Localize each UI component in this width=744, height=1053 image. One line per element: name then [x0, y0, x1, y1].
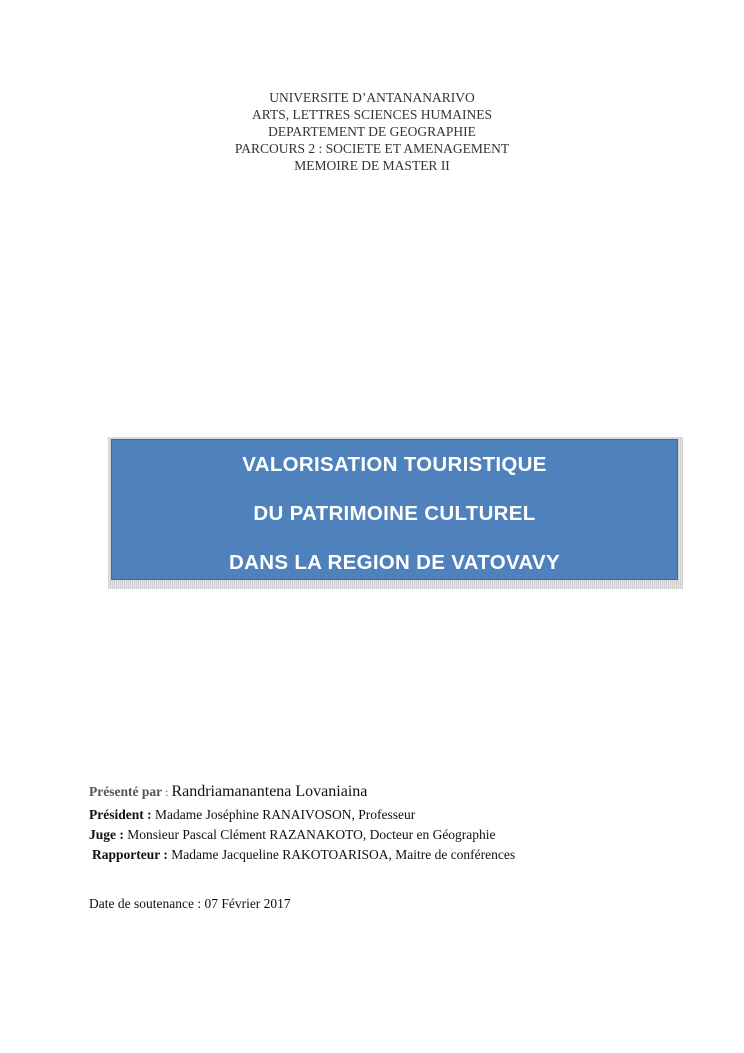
- document-type: MEMOIRE DE MASTER II: [294, 158, 450, 173]
- title-line-1: VALORISATION TOURISTIQUE: [242, 453, 547, 476]
- department-name: DEPARTEMENT DE GEOGRAPHIE: [268, 124, 476, 139]
- defense-date: Date de soutenance : 07 Février 2017: [89, 896, 291, 911]
- president-value: Madame Joséphine RANAIVOSON, Professeur: [151, 807, 416, 822]
- rapporteur-value: Madame Jacqueline RAKOTOARISOA, Maitre de conférences: [167, 847, 516, 862]
- president-row: [89, 807, 415, 823]
- program-name: PARCOURS 2 : SOCIETE ET AMENAGEMENT: [234, 141, 510, 156]
- university-name: UNIVERSITE D’ANTANANARIVO: [269, 90, 475, 105]
- presenter-label: Présenté par: [89, 784, 163, 799]
- judge-value: Monsieur Pascal Clément RAZANAKOTO, Docteur en Géographie: [123, 827, 496, 842]
- title-line-3: DANS LA REGION DE VATOVAVY: [229, 551, 560, 574]
- presenter-row: [89, 783, 367, 801]
- faculty-name: ARTS, LETTRES SCIENCES HUMAINES: [252, 107, 492, 122]
- thesis-title-box: [111, 439, 678, 580]
- judge-label: Juge :: [89, 827, 124, 842]
- president-label: Président :: [89, 807, 152, 822]
- judge-row: [89, 827, 496, 843]
- title-line-2: DU PATRIMOINE CULTUREL: [253, 502, 536, 525]
- presenter-separator: :: [162, 785, 172, 799]
- rapporteur-label: Rapporteur :: [92, 847, 168, 862]
- university-header: [0, 89, 744, 174]
- rapporteur-row: [92, 847, 515, 863]
- presenter-name: Randriamanantena Lovaniaina: [171, 783, 368, 800]
